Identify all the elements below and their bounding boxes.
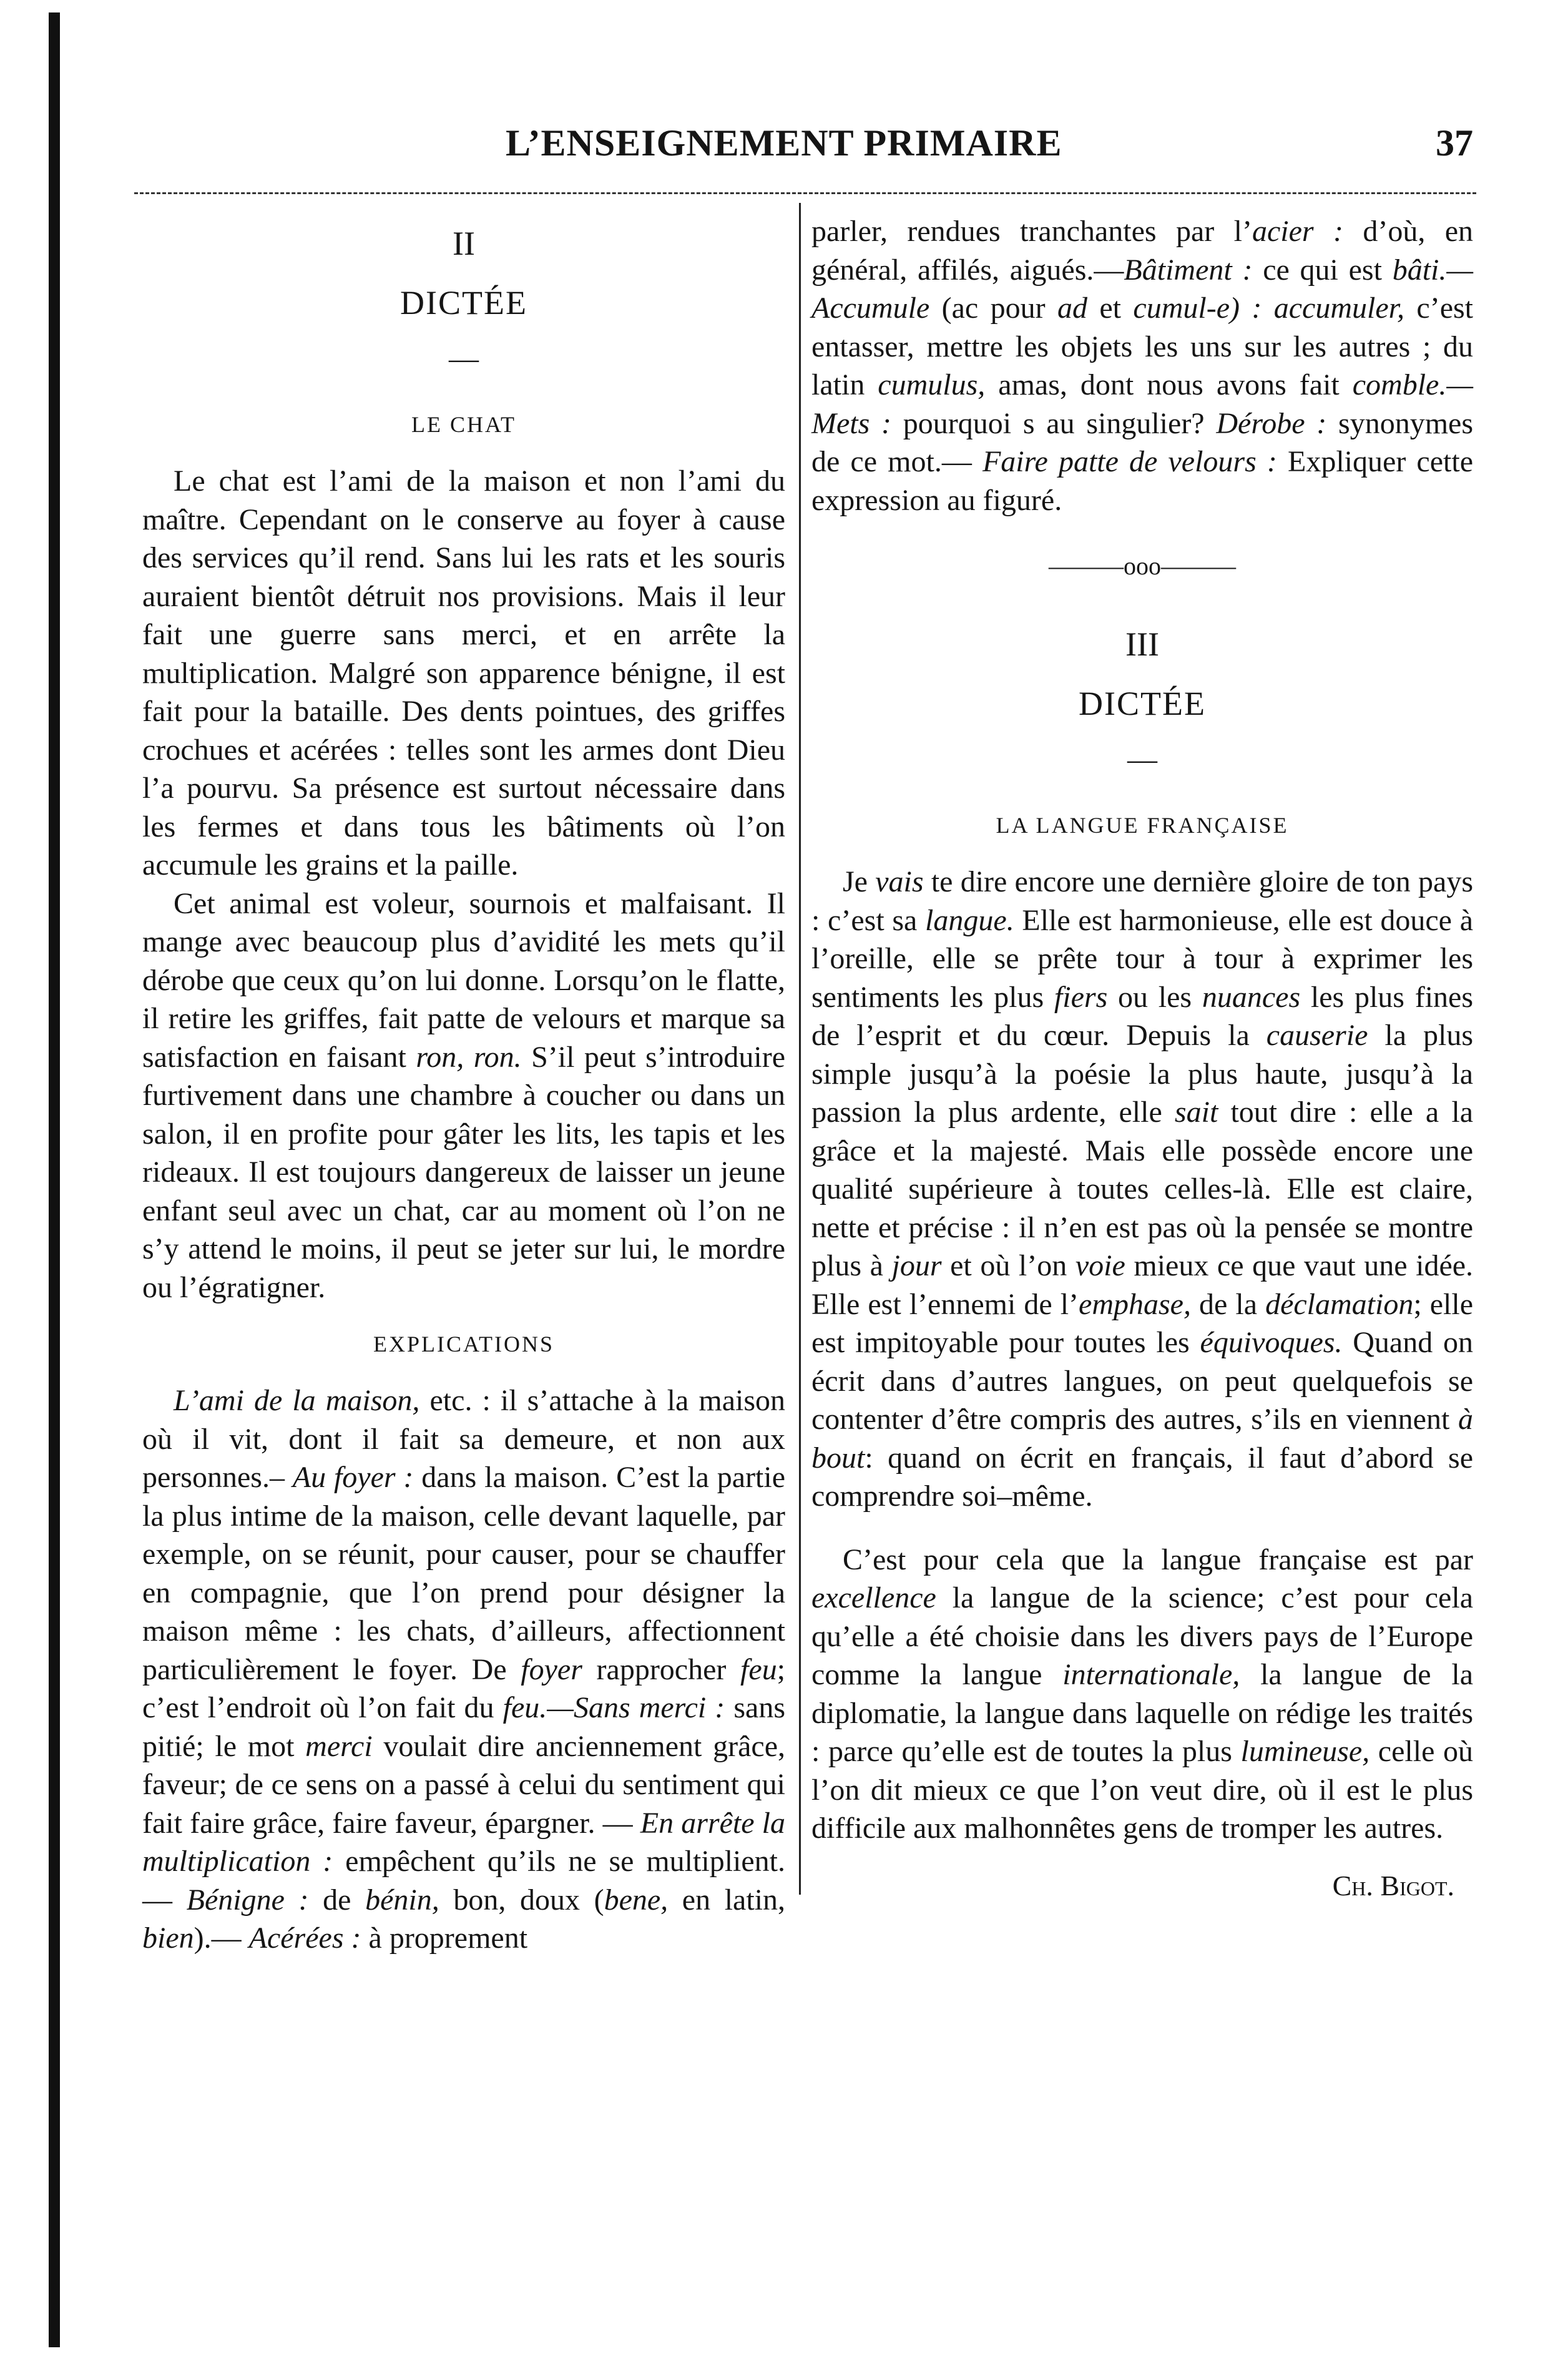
section-number: II <box>453 225 475 262</box>
section-dash: — <box>449 342 479 375</box>
author-signature: Ch. Bigot. <box>1332 1869 1454 1902</box>
header-rule <box>134 192 1476 194</box>
page-edge-rule <box>49 12 60 2347</box>
paragraph: Je vais te dire encore une dernière gloire de ton pays : c’est sa langue. Elle est harmonieuse, elle est douce à l’oreille, elle se prête tour à tour à exprimer les sentiments les plus fiers ou les nuances les plus fines de l’esprit et du cœur. Depuis la causerie la plus simple jusqu’à la poésie la plus haute, jusqu’à la passion la plus ardente, elle sait tout dire : elle a la grâce et la majesté. Mais elle possède encore une qualité supérieure à toutes celles-là. Elle est claire, nette et précise : il n’en est pas où la pensée se montre plus à jour et où l’on voie mieux ce que vaut une idée. Elle est l’ennemi de l’emphase, de la déclamation; elle est impitoyable pour toutes les équivoques. Quand on écrit dans d’autres langues, on peut quelquefois se contenter d’être compris des autres, s’ils en viennent à bout: quand on écrit en français, il faut d’abord se comprendre soi–même. <box>811 865 1474 1513</box>
dictation-title: LE CHAT <box>411 412 516 437</box>
dictation-title: LA LANGUE FRANÇAISE <box>996 813 1289 838</box>
paragraph: Cet animal est voleur, sournois et malfaisant. Il mange avec beaucoup plus d’avidité les mets qu’il dérobe que ceux qu’on lui donne. Lorsqu’on le flatte, il retire les griffes, fait patte de velours et marque sa satisfaction en faisant ron, ron. S’il peut s’introduire furtivement dans une chambre à coucher ou dans un salon, il en profite pour gâter les lits, les tapis et les rideaux. Il est toujours dangereux de laisser un jeune enfant seul avec un chat, car au moment où l’on ne s’y attend le moins, il peut se jeter sur lui, le mordre ou l’égratigner. <box>142 886 785 1304</box>
column-divider <box>799 203 801 1895</box>
paragraph: Le chat est l’ami de la maison et non l’ami du maître. Cependant on le conserve au foyer à cause des services qu’il rend. Sans lui les rats et les souris auraient bientôt détruit nos provisions. Mais il leur fait une guerre sans merci, et en arrête la multiplication. Malgré son apparence bénigne, il est fait pour la bataille. Des dents pointues, des griffes crochues et acérées : telles sont les armes dont Dieu l’a pourvu. Sa présence est surtout nécessaire dans les fermes et dans tous les bâtiments où l’on accumule les grains et la paille. <box>142 464 785 881</box>
explanations-continued: parler, rendues tranchantes par l’acier : d’où, en général, affilés, aigués.—Bâtiment : ce qui est bâti.—Accumule (ac pour ad et cumul-e) : accumuler, c’est entasser, mettre les objets les uns sur les autres ; du latin cumulus, amas, dont nous avons fait comble.—Mets : pourquoi s au singulier? Dérobe : synonymes de ce mot.— Faire patte de velours : Expliquer cette expression au figuré. <box>811 215 1474 517</box>
section-dash: — <box>1127 743 1157 776</box>
section-ornament: ———ooo——— <box>1049 552 1236 580</box>
left-column <box>142 212 785 1958</box>
paragraph: C’est pour cela que la langue française est par excellence la langue de la science; c’est pour cela qu’elle a été choisie dans les divers pays de l’Europe comme la langue internationale, la langue de la diplomatie, la langue dans laquelle on rédige les traités : parce qu’elle est de toutes la plus lumineuse, celle où l’on dit mieux ce que l’on veut dire, où il est le plus difficile aux malhonnêtes gens de tromper les autres. <box>811 1543 1474 1845</box>
right-column <box>811 212 1473 1905</box>
page-number: 37 <box>1436 122 1473 164</box>
section-title: DICTÉE <box>400 284 527 321</box>
section-number: III <box>1125 626 1159 663</box>
running-header: L’ENSEIGNEMENT PRIMAIRE <box>506 122 1062 164</box>
section-title: DICTÉE <box>1079 685 1206 722</box>
explanations-title: EXPLICATIONS <box>373 1332 554 1357</box>
explanations-paragraph: L’ami de la maison, etc. : il s’attache à la maison où il vit, dont il fait sa demeure, et non aux personnes.– Au foyer : dans la maison. C’est la partie la plus intime de la maison, celle devant laquelle, par exemple, on se réunit, pour causer, pour se chauffer en compagnie, que l’on prend pour désigner la maison même : les chats, d’ailleurs, affectionnent particulièrement le foyer. De foyer rapprocher feu; c’est l’endroit où l’on fait du feu.—Sans merci : sans pitié; le mot merci voulait dire anciennement grâce, faveur; de ce sens on a passé à celui du sentiment qui fait faire grâce, faire faveur, épargner. — En arrête la multiplication : empêchent qu’ils ne se multiplient.— Bénigne : de bénin, bon, doux (bene, en latin, bien).— Acérées : à proprement <box>142 1384 786 1955</box>
paragraph-gap <box>811 1516 1473 1541</box>
